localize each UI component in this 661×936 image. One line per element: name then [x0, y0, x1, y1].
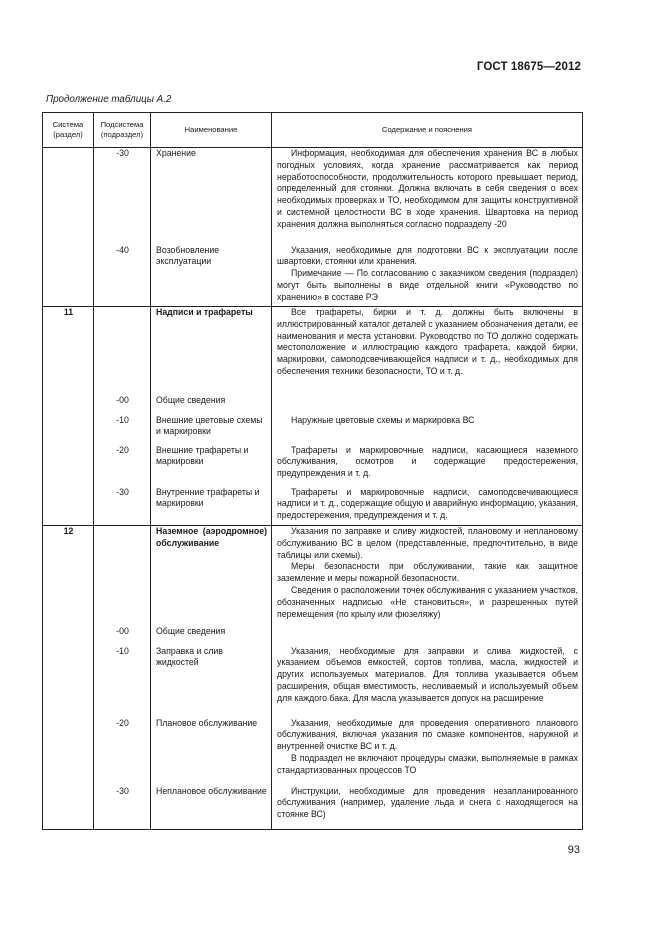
subsystem-cell: -30 [94, 148, 151, 245]
description-paragraph: Сведения о расположении точек обслуживания с указанием участков, обозначенных надписью «Не становиться», и разрешенных путей перемещения (по крылу или фюзеляжу) [277, 584, 578, 619]
description-cell [272, 526, 583, 626]
description-paragraph: Меры безопасности при обслуживании, такие как защитное заземление и меры пожарной безопасности. [277, 561, 578, 584]
subsystem-cell: -30 [94, 786, 151, 830]
name-cell: Наземное (аэродромное) обслуживание [151, 526, 272, 626]
description-cell [272, 245, 583, 307]
table-row [43, 626, 583, 646]
description-cell [272, 646, 583, 718]
document-standard-header: ГОСТ 18675—2012 [476, 61, 581, 73]
description-paragraph: Указания, необходимые для заправки и слива жидкостей, с указанием объемов емкостей, сортов топлива, масла, жидкостей и других используемых материалов. Для топлива указывается объем расширения, общая вместимость, несливаемый и используемый объем для каждого бака. Для масла указывается допуск на расширение [277, 645, 578, 703]
subsystem-cell [94, 307, 151, 395]
table-row [43, 786, 583, 830]
description-paragraph: Информация, необходимая для обеспечения хранения ВС в любых погодных условиях, когда хранение рассматривается как период неработоспособности, продолжительность которого превышает период, определенный для стоянки. Должна включать в себя сведения о всех необходимых проверках и ТО, необходимом для защиты конструктивной и системной целостности ВС в ходе хранения. Швартовка на период хранения должна выполняться согласно подразделу -20 [277, 148, 578, 229]
subsystem-cell: -20 [94, 445, 151, 487]
description-cell [272, 445, 583, 487]
description-paragraph: Указания, необходимые для подготовки ВС к эксплуатации после швартовки, стоянки или хранения. [277, 244, 578, 267]
subsystem-cell: -10 [94, 415, 151, 445]
description-paragraph: Трафареты и маркировочные надписи, касающиеся наземного обслуживания, осмотров и содержащие предостережения, предупреждения и т. д. [277, 444, 578, 479]
description-cell [272, 395, 583, 415]
col-header-subsystem: Подсистема (подраздел) [94, 113, 151, 148]
description-paragraph: Указания по заправке и сливу жидкостей, плановому и неплановому обслуживанию ВС в целом (представленные, предпочтительно, в виде таблицы или схемы). [277, 526, 578, 560]
system-cell [43, 786, 94, 830]
description-cell [272, 148, 583, 245]
page-number: 93 [567, 844, 580, 856]
subsystem-cell: -40 [94, 245, 151, 307]
subsystem-cell: -30 [94, 487, 151, 526]
description-paragraph: Трафареты и маркировочные надписи, самоподсвечивающиеся надписи и т. д., содержащие общую и аварийную информацию, указания, предостережения, предупреждения и т. д. [277, 486, 578, 521]
subsystem-cell: -20 [94, 718, 151, 786]
name-cell: Внутренние трафареты и маркировки [151, 487, 272, 526]
table-row [43, 445, 583, 487]
note-paragraph: Примечание — По согласованию с заказчиком сведения (подраздел) могут быть выполнены в виде отдельной книги «Руководство по хранению» в составе РЭ [277, 268, 578, 302]
name-cell: Надписи и трафареты [151, 307, 272, 395]
system-cell: 12 [43, 526, 94, 626]
description-cell [272, 626, 583, 646]
system-cell [43, 646, 94, 718]
col-header-name: Наименование [151, 113, 272, 148]
description-cell [272, 718, 583, 786]
description-paragraph: Наружные цветовые схемы и маркировка ВС [291, 414, 475, 425]
table-row [43, 646, 583, 718]
table-row [43, 415, 583, 445]
description-cell [272, 307, 583, 395]
system-cell [43, 487, 94, 526]
subsystem-cell [94, 526, 151, 626]
subsystem-cell: -00 [94, 395, 151, 415]
system-cell [43, 245, 94, 307]
description-cell [272, 487, 583, 526]
name-cell: Хранение [151, 148, 272, 245]
table-row [43, 245, 583, 307]
system-cell [43, 395, 94, 415]
system-cell: 11 [43, 307, 94, 395]
name-cell: Внешние трафареты и маркировки [151, 445, 272, 487]
name-cell: Общие сведения [151, 626, 272, 646]
description-paragraph: Все трафареты, бирки и т. д. должны быть включены в иллюстрированный каталог деталей с указанием обозначения детали, ее наименования и места установки. Руководство по ТО должно содержать местоположение и иллюстрацию каждого трафарета, каждой бирки, маркировки, самоподсвечивающейся надписи и т. д., необходимых для обеспечения техники безопасности, ТО и т. д. [277, 307, 578, 376]
name-cell: Заправка и слив жидкостей [151, 646, 272, 718]
table-caption: Продолжение таблицы А.2 [46, 94, 172, 105]
description-cell [272, 415, 583, 445]
name-cell: Неплановое обслуживание [151, 786, 272, 830]
name-cell: Внешние цветовые схемы и маркировки [151, 415, 272, 445]
table-row [43, 395, 583, 415]
system-cell [43, 415, 94, 445]
col-header-content: Содержание и пояснения [272, 113, 583, 148]
system-cell [43, 445, 94, 487]
table-row [43, 148, 583, 245]
col-header-system: Система (раздел) [43, 113, 94, 148]
description-paragraph: Указания, необходимые для проведения оперативного планового обслуживания, включая указания по смазке компонентов, наружной и внутренней очистке ВС и т. д. [277, 717, 578, 752]
table-header-row [43, 113, 583, 148]
table-row [43, 526, 583, 626]
table-row [43, 718, 583, 786]
requirements-table [42, 112, 583, 830]
subsystem-cell: -10 [94, 646, 151, 718]
description-paragraph: Инструкции, необходимые для проведения незапланированного обслуживания (например, удаление льда и снега с находящегося на стоянке ВС) [277, 785, 578, 820]
table-row [43, 487, 583, 526]
name-cell: Возобновление эксплуатации [151, 245, 272, 307]
subsystem-cell: -00 [94, 626, 151, 646]
name-cell: Общие сведения [151, 395, 272, 415]
description-paragraph: В подраздел не включают процедуры смазки, выполняемые в рамках стандартизованных процессов ТО [277, 752, 578, 775]
system-cell [43, 718, 94, 786]
table-row [43, 307, 583, 395]
name-cell: Плановое обслуживание [151, 718, 272, 786]
system-cell [43, 148, 94, 245]
system-cell [43, 626, 94, 646]
description-cell [272, 786, 583, 830]
